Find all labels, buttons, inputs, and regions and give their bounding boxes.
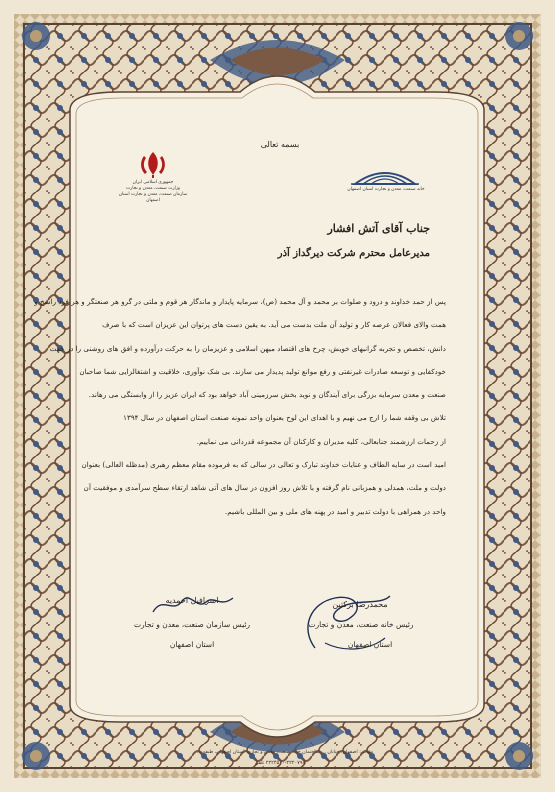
signatory-right-province: استان اصفهان	[347, 640, 393, 649]
addressee-name: جناب آقای آتش افشار	[327, 222, 430, 235]
body-line: از زحمات ارزشمند جنابعالی، کلیه مدیران و کارکنان آن مجموعه قدردانی می نماییم.	[196, 436, 446, 446]
iran-emblem-icon	[128, 150, 178, 180]
ministry-caption: جمهوری اسلامی ایران وزارت صنعت، معدن و تجارت سازمان صنعت، معدن و تجارت استان اصفهان	[118, 180, 188, 203]
letter-body	[34, 290, 446, 523]
signatory-left-title: رئیس سازمان صنعت، معدن و تجارت	[133, 620, 251, 629]
body-line: صنعت و معدن سرمایه بزرگی برای آیندگان و نوید بخش سرزمینی آباد خواهد بود که ایران عزیز را از وابستگی می رهاند.	[88, 390, 446, 400]
body-line: دولت و ملت، همدلی و همزبانی نام گرفته و با تلاش روز افزون در سال های آتی شاهد ارتقاء سطح سرآمدی و موفقیت آن	[83, 483, 446, 493]
signatory-left-name: اسرافیل احمدیه	[165, 596, 219, 605]
chamber-logo-icon	[345, 166, 425, 186]
footer-address: نشانی: اصفهان، خیابان ... ساختمان خانه صنعت، معدن و تجارت استان اصفهان، طبقه ...	[196, 750, 374, 755]
chamber-caption: خانه صنعت، معدن و تجارت استان اصفهان	[347, 187, 425, 192]
signatory-left-province: استان اصفهان	[169, 640, 215, 649]
signatory-right-name: محمدرضا برکتین	[332, 600, 388, 609]
footer-phone: ۲۲۲۴۵۰۰-۲۲۲۰۷۹۸ تلفن	[254, 760, 306, 766]
signature-left-image	[148, 590, 238, 620]
basmala-heading: بسمه تعالی	[260, 140, 300, 149]
body-line: خودکفایی و توسعه صادرات غیرنفتی و رفع موانع تولید پدیدار می سازند. بی شک نوآوری، خلاقیت و اشتغالزایی شما صاحبان	[79, 366, 446, 376]
body-line: امید است در سایه الطاف و عنایات خداوند تبارک و تعالی در سالی که به فرموده مقام معظم رهبری (مدظله العالی) بعنوان	[81, 460, 446, 470]
body-line: دانش، تخصص و تجربه گرانبهای خویش، چرخ های اقتصاد میهن اسلامی و عزیزمان را به حرکت درآورده و افق های روشنی را در جهت	[49, 343, 446, 353]
body-line: همت والای فعالان عرصه کار و تولید آن ملت بدست می آید. به یقین دست های پرتوان این عزیزان است که با صرف	[102, 320, 446, 330]
body-line: تلاش بی وقفه شما را ارج می نهیم و با اهدای این لوح بعنوان واحد نمونه صنعت استان اصفهان در سال ۱۳۹۴	[123, 413, 446, 423]
body-line: پس از حمد خداوند و درود و صلوات بر محمد و آل محمد (ص)، سرمایه پایدار و ماندگار هر قوم و ملتی در گرو هر صنعتگر و هر فرد راسخ و	[34, 297, 446, 306]
signatory-right-title: رئیس خانه صنعت، معدن و تجارت	[308, 620, 414, 629]
body-line: واحد در همراهی با دولت تدبیر و امید در پهنه های ملی و بین المللی باشیم.	[224, 506, 446, 516]
addressee-title: مدیرعامل محترم شرکت دیرگداز آذر	[277, 248, 430, 259]
